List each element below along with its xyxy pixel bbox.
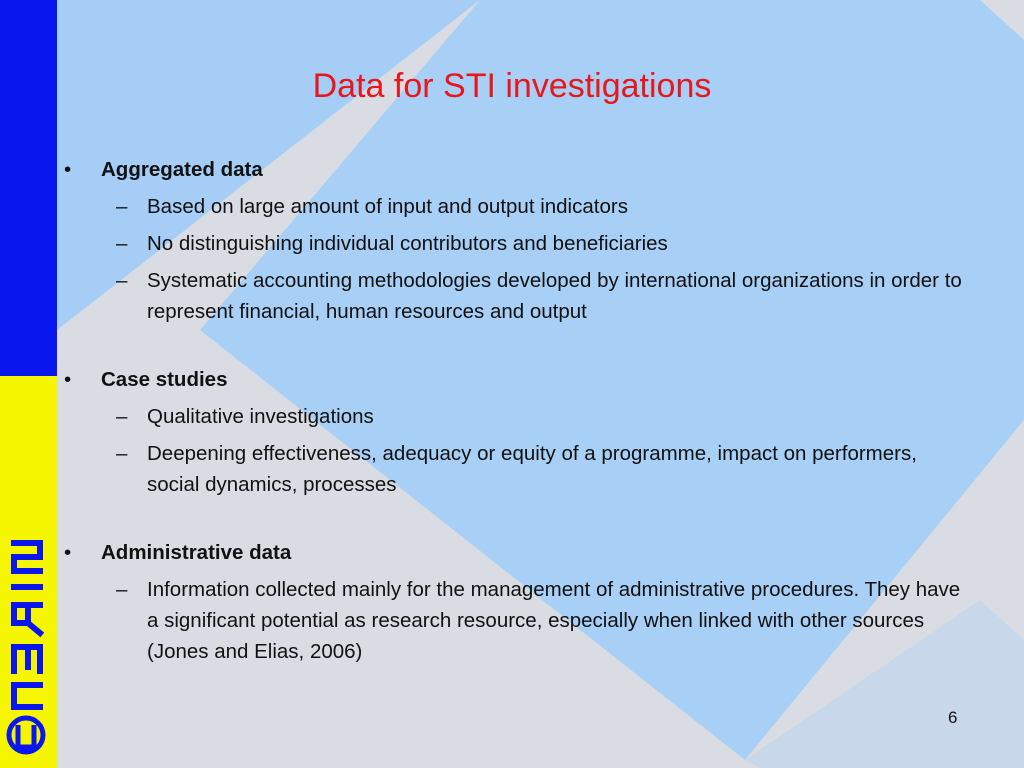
- section-heading: • Administrative data: [64, 537, 964, 568]
- list-item: – Based on large amount of input and output indicators: [64, 191, 964, 222]
- list-item: – Information collected mainly for the management of administrative procedures. They have a significant potential as research resource, especially when linked with other sources (Jones and Elias, 2006): [64, 574, 964, 667]
- section-heading: • Aggregated data: [64, 154, 964, 185]
- page-number: 6: [948, 708, 958, 727]
- list-item: – Qualitative investigations: [64, 401, 964, 432]
- section-aggregated-data: [64, 154, 964, 327]
- sidebar-top-bar: [0, 0, 57, 376]
- list-item: – Systematic accounting methodologies developed by international organizations in order to represent financial, human resources and output: [64, 265, 964, 327]
- list-item: – Deepening effectiveness, adequacy or equity of a programme, impact on performers, social dynamics, processes: [64, 438, 964, 500]
- section-heading: • Case studies: [64, 364, 964, 395]
- list-item: – No distinguishing individual contributors and beneficiaries: [64, 228, 964, 259]
- section-case-studies: [64, 364, 964, 500]
- slide-title: Data for STI investigations: [312, 67, 712, 105]
- section-administrative-data: [64, 537, 964, 667]
- slide-content: [64, 154, 964, 704]
- ceris-logo: [4, 535, 50, 760]
